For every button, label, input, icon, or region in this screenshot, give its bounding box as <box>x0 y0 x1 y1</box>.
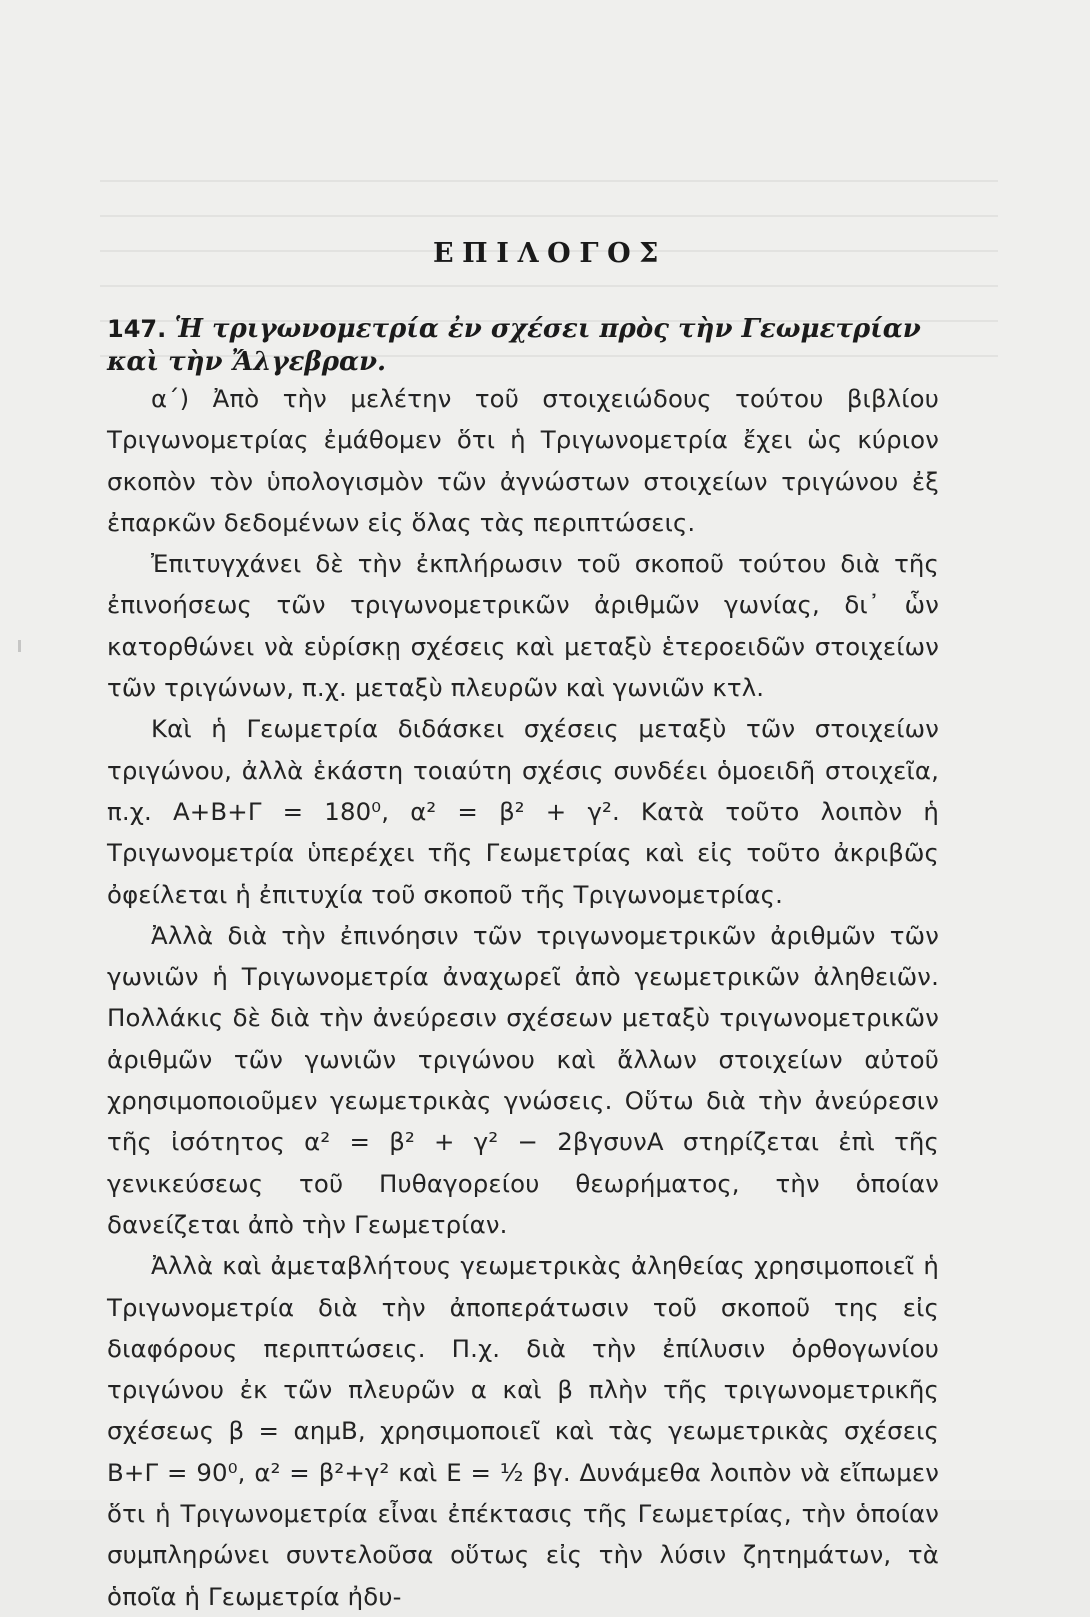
page-heading: ΕΠΙΛΟΓΟΣ <box>432 238 668 269</box>
bleed-line <box>100 180 998 182</box>
paragraph: α΄) Ἀπὸ τὴν μελέτην τοῦ στοιχειώδους τούτου βιβλίου Τριγωνομετρίας ἐμάθομεν ὅτι ἡ Τριγωνομετρία ἔχει ὡς κύριον σκοπὸν τὸν ὑπολογισμὸν τῶν ἀγνώστων στοιχείων τριγώνου ἐξ ἐπαρκῶν δεδομένων εἰς ὅλας τὰς περιπτώσεις. <box>107 384 939 537</box>
section-title: Ἡ τριγωνομετρία ἐν σχέσει πρὸς τὴν Γεωμετρίαν καὶ τὴν Ἄλγεβραν. <box>107 314 921 377</box>
body-text <box>107 378 939 1617</box>
bleed-line <box>100 215 998 217</box>
paragraph: Ἀλλὰ διὰ τὴν ἐπινόησιν τῶν τριγωνομετρικῶν ἀριθμῶν τῶν γωνιῶν ἡ Τριγωνομετρία ἀναχωρεῖ ἀπὸ γεωμετρικῶν ἀληθειῶν. Πολλάκις δὲ διὰ τὴν ἀνεύρεσιν σχέσεων μεταξὺ τριγωνομετρικῶν ἀριθμῶν τῶν γωνιῶν τριγώνου καὶ ἄλλων στοιχείων αὐτοῦ χρησιμοποιοῦμεν γεωμετρικὰς γνώσεις. Οὕτω διὰ τὴν ἀνεύρεσιν τῆς ἰσότητος α² = β² + γ² − 2βγσυνΑ στηρίζεται ἐπὶ τῆς γενικεύσεως τοῦ Πυθαγορείου θεωρήματος, τὴν ὁποίαν δανείζεται ἀπὸ τὴν Γεωμετρίαν. <box>107 920 939 1239</box>
bleed-line <box>100 285 998 287</box>
paragraph: Ἐπιτυγχάνει δὲ τὴν ἐκπλήρωσιν τοῦ σκοποῦ τούτου διὰ τῆς ἐπινοήσεως τῶν τριγωνομετρικῶν ἀριθμῶν γωνίας, δι᾿ ὧν κατορθώνει νὰ εὑρίσκῃ σχέσεις καὶ μεταξὺ ἑτεροειδῶν στοιχείων τῶν τριγώνων, π.χ. μεταξὺ πλευρῶν καὶ γωνιῶν κτλ. <box>107 549 939 703</box>
section-header <box>107 313 939 379</box>
paragraph: Ἀλλὰ καὶ ἀμεταβλήτους γεωμετρικὰς ἀληθείας χρησιμοποιεῖ ἡ Τριγωνομετρία διὰ τὴν ἀποπεράτωσιν τοῦ σκοποῦ της εἰς διαφόρους περιπτώσεις. Π.χ. διὰ τὴν ἐπίλυσιν ὀρθογωνίου τριγώνου ἐκ τῶν πλευρῶν α καὶ β πλὴν τῆς τριγωνομετρικῆς σχέσεως β = αημΒ, χρησιμοποιεῖ καὶ τὰς γεωμετρικὰς σχέσεις Β+Γ = 90⁰, α² = β²+γ² καὶ Ε = ½ βγ. Δυνάμεθα λοιπὸν νὰ εἴπωμεν ὅτι ἡ Τριγωνομετρία εἶναι ἐπέκτασις τῆς Γεωμετρίας, τὴν ὁποίαν συμπληρώνει συντελοῦσα οὕτως εἰς τὴν λύσιν ζητημάτων, τὰ ὁποῖα ἡ Γεωμετρία ἠδυ- <box>107 1251 939 1611</box>
margin-mark <box>18 640 21 652</box>
paragraph: Καὶ ἡ Γεωμετρία διδάσκει σχέσεις μεταξὺ τῶν στοιχείων τριγώνου, ἀλλὰ ἑκάστη τοιαύτη σχέσις συνδέει ὁμοειδῆ στοιχεῖα, π.χ. Α+Β+Γ = 180⁰, α² = β² + γ². Κατὰ τοῦτο λοιπὸν ἡ Τριγωνομετρία ὑπερέχει τῆς Γεωμετρίας καὶ εἰς τοῦτο ἀκριβῶς ὀφείλεται ἡ ἐπιτυχία τοῦ σκοποῦ τῆς Τριγωνομετρίας. <box>107 714 939 909</box>
section-number: 147. <box>107 315 167 343</box>
